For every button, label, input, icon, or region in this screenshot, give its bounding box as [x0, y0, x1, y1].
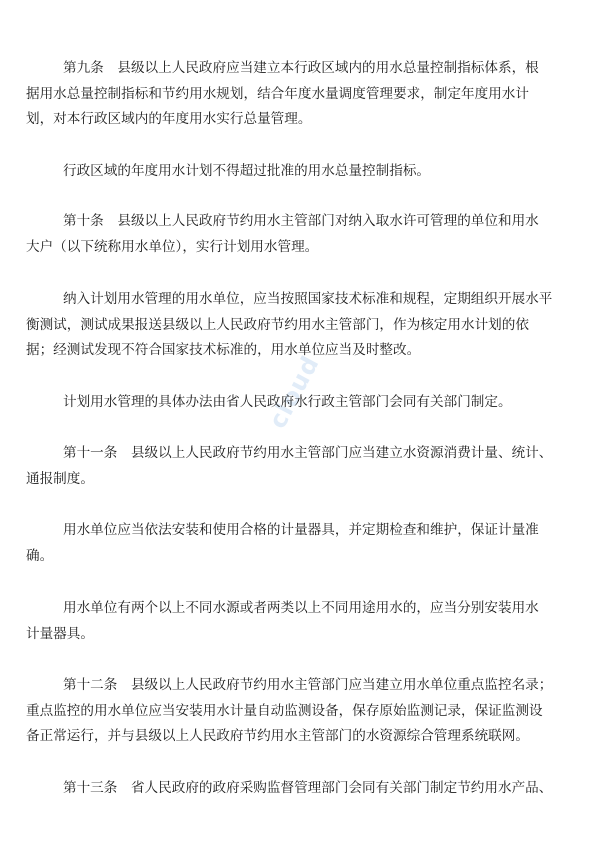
paragraph-line: 行政区域的年度用水计划不得超过批准的用水总量控制指标。 — [63, 163, 431, 179]
paragraph-line: 第十二条 县级以上人民政府节约用水主管部门应当建立用水单位重点监控名录； — [63, 677, 553, 693]
paragraph-line: 第十三条 省人民政府的政府采购监督管理部门会同有关部门制定节约用水产品、 — [63, 780, 553, 796]
paragraph-line: 第十一条 县级以上人民政府节约用水主管部门应当建立水资源消费计量、统计、 — [63, 445, 553, 461]
paragraph-line: 计划用水管理的具体办法由省人民政府水行政主管部门会同有关部门制定。 — [63, 394, 512, 410]
paragraph-line: 确。 — [26, 547, 54, 564]
paragraph-line: 纳入计划用水管理的用水单位，应当按照国家技术标准和规程，定期组织开展水平 — [63, 291, 553, 307]
article-12-paragraph — [26, 673, 571, 750]
paragraph-line: 衡测试，测试成果报送县级以上人民政府节约用水主管部门，作为核定用水计划的依 — [26, 316, 529, 333]
paragraph-line: 划，对本行政区域内的年度用水实行总量管理。 — [26, 111, 312, 128]
article-9-paragraph-2 — [63, 159, 571, 185]
article-11-paragraph-3 — [26, 596, 571, 647]
article-11-paragraph-2 — [26, 518, 571, 569]
article-11-paragraph — [26, 441, 571, 492]
paragraph-line: 通报制度。 — [26, 470, 94, 487]
paragraph-line: 计量器具。 — [26, 625, 94, 642]
article-10-paragraph-3 — [63, 390, 571, 416]
watermark-logo: cloud — [263, 350, 325, 434]
paragraph-line: 用水单位有两个以上不同水源或者两类以上不同用途用水的，应当分别安装用水 — [63, 600, 539, 616]
article-10-paragraph-2 — [26, 287, 571, 364]
paragraph-line: 据用水总量控制指标和节约用水规划，结合年度水量调度管理要求，制定年度用水计 — [26, 85, 529, 102]
paragraph-line: 大户（以下统称用水单位），实行计划用水管理。 — [26, 238, 319, 255]
paragraph-line: 第十条 县级以上人民政府节约用水主管部门对纳入取水许可管理的单位和用水 — [63, 213, 539, 229]
paragraph-line: 据；经测试发现不符合国家技术标准的，用水单位应当及时整改。 — [26, 342, 421, 359]
paragraph-line: 备正常运行，并与县级以上人民政府节约用水主管部门的水资源综合管理系统联网。 — [26, 728, 529, 745]
paragraph-line: 第九条 县级以上人民政府应当建立本行政区域内的用水总量控制指标体系，根 — [63, 60, 539, 76]
article-13-paragraph — [63, 776, 571, 802]
paragraph-line: 用水单位应当依法安装和使用合格的计量器具，并定期检查和维护，保证计量准 — [63, 522, 539, 538]
article-10-paragraph — [26, 209, 571, 260]
article-9-paragraph — [26, 56, 571, 133]
paragraph-line: 重点监控的用水单位应当安装用水计量自动监测设备，保存原始监测记录，保证监测设 — [26, 702, 543, 719]
